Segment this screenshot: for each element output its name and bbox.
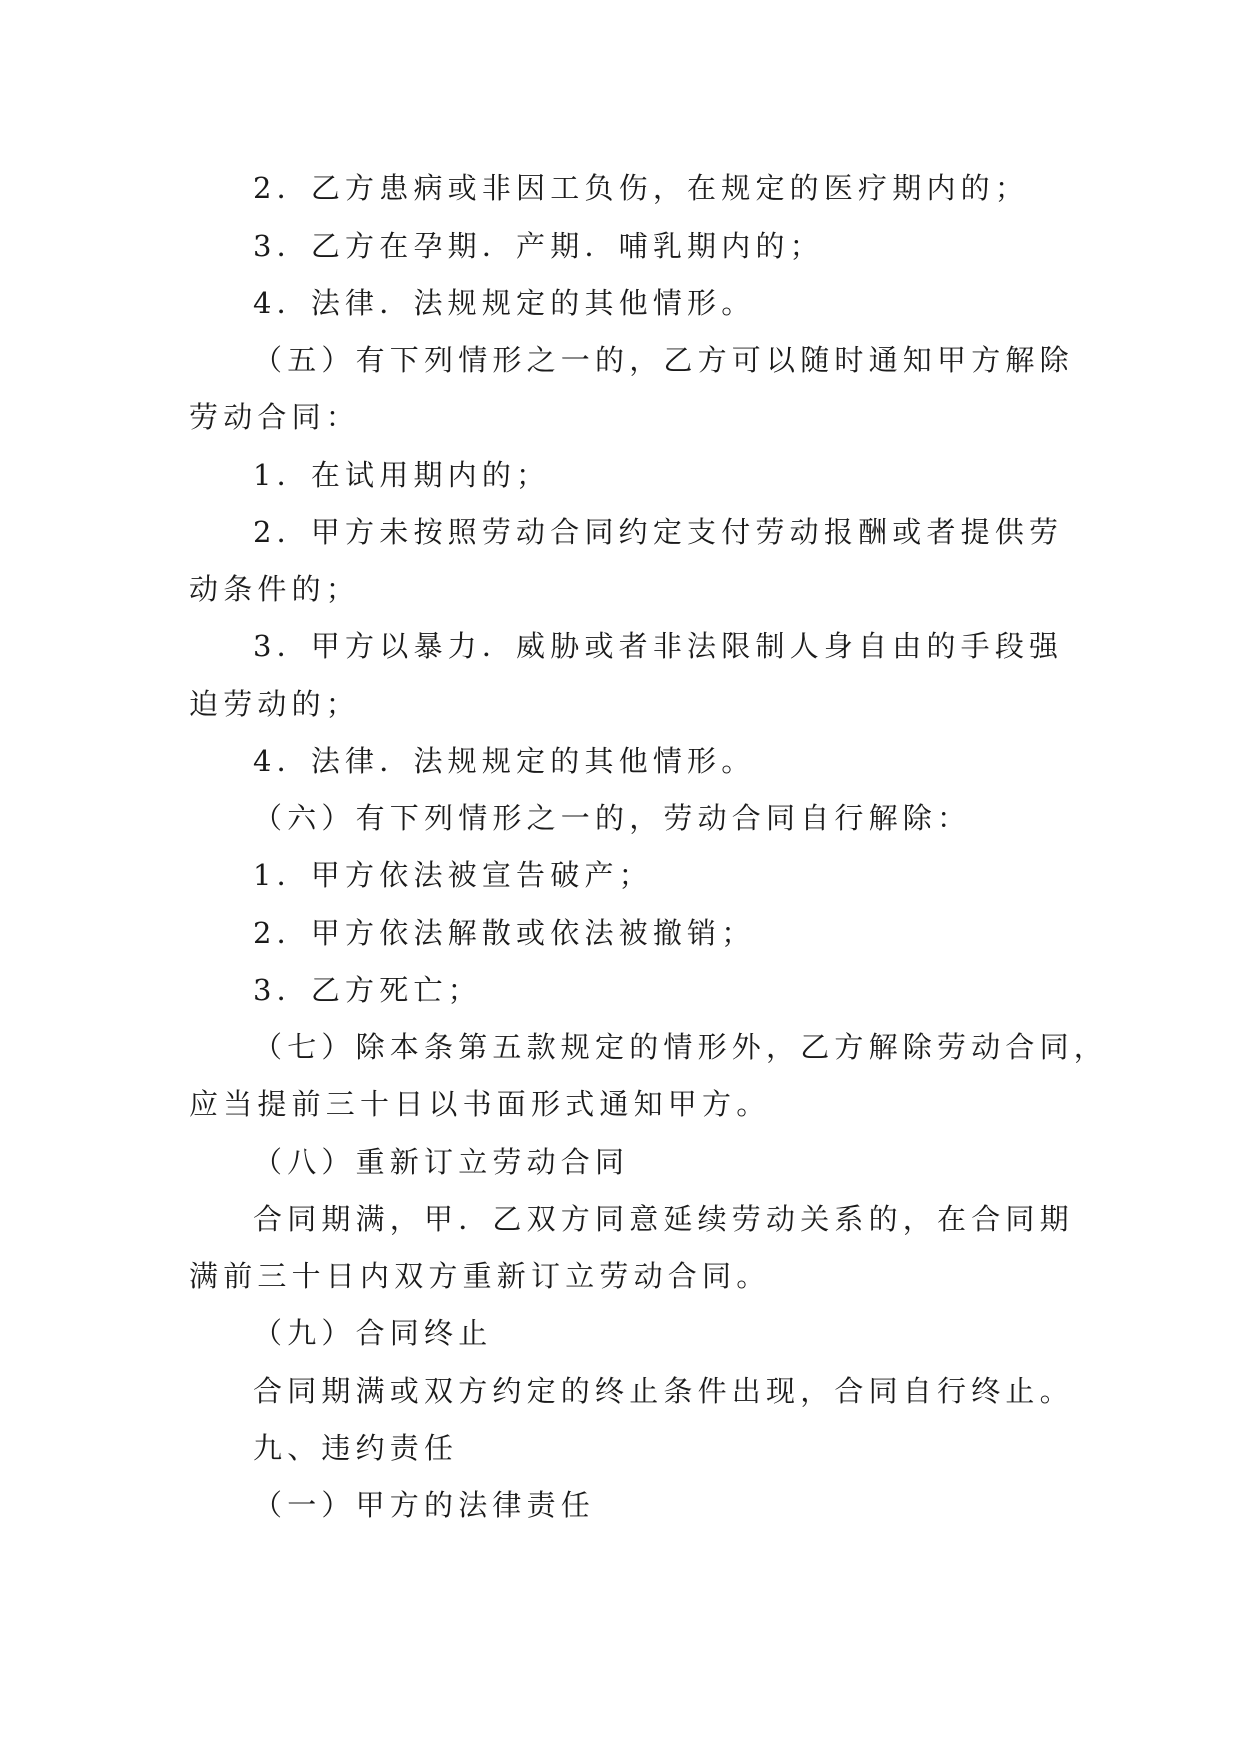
text-line: 4．法律．法规规定的其他情形。 bbox=[253, 744, 756, 778]
text-line: 劳动合同： bbox=[189, 400, 361, 434]
text-line: 2．甲方依法解散或依法被撤销； bbox=[253, 916, 756, 950]
text-line: 合同期满，甲．乙双方同意延续劳动关系的，在合同期 bbox=[253, 1202, 1074, 1236]
text-line: （八）重新订立劳动合同 bbox=[253, 1145, 630, 1179]
text-line: （九）合同终止 bbox=[253, 1316, 493, 1350]
text-line: 满前三十日内双方重新订立劳动合同。 bbox=[189, 1259, 771, 1293]
text-line: 3．甲方以暴力．威胁或者非法限制人身自由的手段强 bbox=[253, 629, 1064, 663]
text-line: 3．乙方在孕期．产期．哺乳期内的； bbox=[253, 229, 824, 263]
text-line: 3．乙方死亡； bbox=[253, 973, 482, 1007]
text-line: 4．法律．法规规定的其他情形。 bbox=[253, 286, 756, 320]
text-line: 应当提前三十日以书面形式通知甲方。 bbox=[189, 1087, 771, 1121]
text-line: 动条件的； bbox=[189, 572, 361, 606]
text-line: 2．乙方患病或非因工负伤，在规定的医疗期内的； bbox=[253, 171, 1030, 205]
text-line: 1．甲方依法被宣告破产； bbox=[253, 858, 653, 892]
text-line: （五）有下列情形之一的，乙方可以随时通知甲方解除 bbox=[253, 343, 1074, 377]
text-line: 1．在试用期内的； bbox=[253, 458, 551, 492]
text-line: 九、违约责任 bbox=[253, 1431, 459, 1465]
text-line: 2．甲方未按照劳动合同约定支付劳动报酬或者提供劳 bbox=[253, 515, 1064, 549]
text-line: （一）甲方的法律责任 bbox=[253, 1488, 596, 1522]
text-line: 迫劳动的； bbox=[189, 687, 361, 721]
text-line: （六）有下列情形之一的，劳动合同自行解除： bbox=[253, 801, 972, 835]
text-line: （七）除本条第五款规定的情形外，乙方解除劳动合同， bbox=[253, 1030, 1109, 1064]
text-line: 合同期满或双方约定的终止条件出现，合同自行终止。 bbox=[253, 1374, 1074, 1408]
